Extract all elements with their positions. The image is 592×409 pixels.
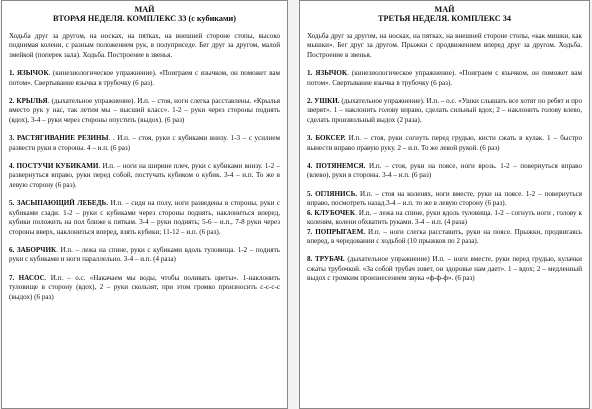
- right-page: [299, 0, 590, 409]
- right-item-3-head: 3. БОКСЕР.: [307, 134, 346, 143]
- right-item-5: [307, 190, 582, 209]
- right-item-7-text: И.п. – ноги слегка расставить, руки на поясе. Прыжки, продвигаясь вперед, в чередовании с ходьбой (10 прыжков по 2 раза).: [307, 227, 582, 245]
- left-item-6: [9, 246, 280, 265]
- right-item-2: [307, 97, 582, 125]
- right-item-2-head: 2. УШКИ.: [307, 97, 340, 106]
- left-page: [1, 0, 288, 409]
- right-item-3-text: И.п. – стоя, руки согнуть перед грудью, кисти сжать в кулак. 1 – быстро вынести вправо правую руку. 2 – и.п. То же левой рукой. (6 раз): [307, 134, 583, 152]
- right-item-8-text: (дыхательное упражнение) И.п. – ноги вместе, руки перед грудью, кулачки сжаты трубочкой. «За собой трубач зовет, он здоровье нам дает». 1 – вдох; 2 – медленный выдох с громким произнесением звука «ф-ф-ф». (6 раз): [307, 255, 582, 283]
- right-item-4: [307, 162, 582, 181]
- left-item-1-head: 1. ЯЗЫЧОК: [9, 69, 49, 78]
- left-item-4-text: . И.п. – ноги на ширине плеч, руки с кубиками внизу. 1-2 – развернуться вправо, руки перед собой, постучать кубиком о кубик. 3-4 – и.п. То же в левую сторону (6 раз).: [9, 162, 280, 189]
- left-item-5-text: И.п. – сидя на полу, ноги разведены в стороны, руки с кубиками сзади. 1-2 – руки с кубиками через стороны поднять, наклониться вперед, кубики положить на пол ближе к пяткам. 3-4 – руки поднять; 5-6 – и.п., 7-8 руки через стороны вверх, наклониться вперед, взять кубики; 11-12 – и.п. (6 раз).: [9, 199, 280, 236]
- left-item-3: [9, 134, 280, 153]
- left-item-6-text: . И.п. – лежа на спине, руки с кубиками вдоль туловища. 1-2 – поднять руки с кубиками и ноги параллельно. 3-4 – и.п. (4 раза): [9, 245, 280, 264]
- left-item-5: [9, 199, 280, 237]
- left-item-7-head: 7. НАСОС: [9, 273, 45, 282]
- right-item-8: [307, 255, 582, 283]
- right-item-8-head: 8. ТРУБАЧ.: [307, 255, 345, 264]
- left-item-7-text: . И.п. – о.с. «Накачаем мы воды, чтобы поливать цветы». 1-наклонить туловище в сторону (вдох), 2 – руки скользят, при этом громко произносить с-с-с-с (выдох) (6 раз): [9, 273, 280, 301]
- right-item-5-text: И.п. – стоя на коленях, ноги вместе, руки на поясе. 1-2 – повернуться вправо, посмотреть назад.3-4 – и.п. то же в левую сторону (6 раз).: [307, 189, 582, 208]
- left-month: МАЙ: [134, 5, 155, 14]
- left-item-4-head: 4. ПОСТУЧИ КУБИКАМИ: [9, 162, 99, 171]
- left-intro: Ходьба друг за другом, на носках, на пятках, на внешней стороне стопы, высоко поднимая колени, с разным положением рук, в полуприседе. Бег друг за другом, малой змейкой (поперек зала). Ходьба. Построение в звенья.: [9, 32, 280, 59]
- right-item-3: [307, 134, 582, 153]
- right-item-4-head: 4. ПОТЯНЕМСЯ.: [307, 162, 366, 171]
- right-item-4-text: И.п. – стоя, руки на поясе, ноги врозь. 1-2 – повернуться вправо (влево), руки в стороны. 3-4 – и.п. (6 раз): [307, 162, 582, 180]
- left-item-7: [9, 274, 280, 302]
- left-item-1-text: . (кинезиологическое упражнение). «Поиграем с язычком, он поможет вам потом». Свертывание язычка в трубочку (6 раз).: [9, 69, 280, 87]
- left-item-6-head: 6. ЗАБОРЧИК: [9, 245, 57, 254]
- right-item-1-head: 1. ЯЗЫЧОК: [307, 69, 348, 78]
- right-item-7: [307, 228, 582, 247]
- left-item-2-text: . (дыхательное упражнение). И.п. – стоя, ноги слегка расставлены. «Крылья вместо рук у нас, так летим мы – высший класс». 1-2 – руки через стороны поднять (вдох), 3-4 – руки через стороны опустить (выдох). (6 раз): [9, 97, 280, 124]
- right-intro: Ходьба друг за другом, на носках, на пятках, на внешней стороне стопы, «как мишки, как мышки». Бег друг за другом. Прыжки с продвижением вперед друг за другом. Ходьба. Построение в звенья.: [307, 32, 582, 59]
- left-item-1: [9, 69, 280, 88]
- left-item-2-head: 2. КРЫЛЬЯ: [9, 97, 48, 106]
- left-item-3-head: 3. РАСТЯГИВАНИЕ РЕЗИНЫ: [9, 134, 109, 143]
- left-item-5-head: 5. ЗАСЫПАЮЩИЙ ЛЕБЕДЬ.: [9, 199, 109, 208]
- left-item-4: [9, 162, 280, 190]
- right-item-7-head: 7. ПОПРЫГАЕМ.: [307, 227, 366, 236]
- right-title: ТРЕТЬЯ НЕДЕЛЯ. КОМПЛЕКС 34: [378, 14, 511, 23]
- left-item-3-text: . . И.п. – стоя, руки с кубиками внизу. 1-3 – с усилием развести руки в стороны. 4 – и.п. (6 раз): [9, 134, 280, 152]
- right-item-2-text: (дыхательное упражнение). И.п. – о.с. «Ушки слышать все хотят по ребят и про зверят». 1 – наклонить голову вправо, сделать сильный вдох; 2 – наклонить голову влево, сделать произвольный выдох (2 раза).: [307, 97, 582, 124]
- right-item-6-head: 6. КЛУБОЧЕК: [307, 208, 356, 217]
- left-title: ВТОРАЯ НЕДЕЛЯ. КОМПЛЕКС 33 (с кубиками): [52, 14, 237, 23]
- left-item-2: [9, 97, 280, 125]
- right-item-1: [307, 69, 582, 88]
- right-item-1-text: . (кинезиологическое упражнение). «Поиграем с язычком, он поможет вам потом». Свертывание язычка в трубочку (6 раз).: [307, 69, 582, 87]
- right-item-6-text: . И.п. – лежа на спине, руки вдоль туловища. 1-2 – согнуть ноги , голову к коленям, колени обхватить руками. 3-4 – и.п. (4 раза): [307, 208, 583, 227]
- right-item-6: [307, 209, 582, 228]
- right-month: МАЙ: [434, 5, 455, 14]
- right-item-5-head: 5. ОГЛЯНИСЬ.: [307, 189, 358, 198]
